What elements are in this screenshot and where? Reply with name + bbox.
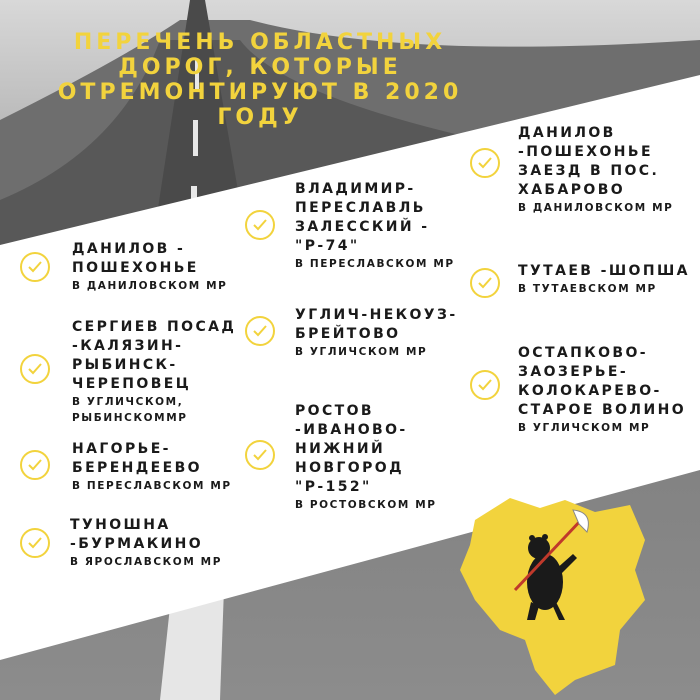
road-name: -ПОШЕХОНЬЕ [518,144,653,160]
check-circle-icon [470,370,500,400]
title-line: ДОРОГ, КОТОРЫЕ [118,55,402,80]
check-circle-icon [245,440,275,470]
road-region: В ПЕРЕСЛАВСКОМ МР [72,480,232,492]
check-circle-icon [470,148,500,178]
road-name: БЕРЕНДЕЕВО [72,460,202,476]
road-name: ЗАЕЗД В ПОС. [518,163,660,179]
road-name: -ИВАНОВО- [295,422,408,438]
check-circle-icon [245,316,275,346]
road-name: ВЛАДИМИР- [295,181,416,197]
road-name: РОСТОВ [295,403,374,419]
road-name: ЗАЛЕССКИЙ - [295,219,430,235]
check-circle-icon [20,252,50,282]
road-name: НИЖНИЙ [295,441,386,457]
road-region: В РОСТОВСКОМ МР [295,499,437,511]
road-name: "Р-152" [295,479,372,495]
road-name: -КАЛЯЗИН- [72,338,184,354]
check-circle-icon [20,528,50,558]
road-name: НАГОРЬЕ- [72,441,171,457]
check-circle-icon [20,354,50,384]
road-name: -БУРМАКИНО [70,536,204,552]
road-region: В ЯРОСЛАВСКОМ МР [70,556,222,568]
road-name: ТУНОШНА [70,517,171,533]
title-line: ГОДУ [217,105,303,130]
road-name: ТУТАЕВ -ШОПША [518,263,690,279]
road-name: ДАНИЛОВ [518,125,616,141]
road-region: РЫБИНСКОММР [72,412,188,424]
road-name: ОСТАПКОВО- [518,345,649,361]
road-region: В УГЛИЧСКОМ МР [518,422,651,434]
check-circle-icon [20,450,50,480]
yaroslavl-region-emblem [455,490,655,695]
road-name: РЫБИНСК- [72,357,178,373]
road-name: ХАБАРОВО [518,182,626,198]
road-name: "Р-74" [295,238,360,254]
page-title [20,30,500,130]
check-circle-icon [245,210,275,240]
road-region: В УГЛИЧСКОМ, [72,396,184,408]
road-name: ДАНИЛОВ - [72,241,186,257]
road-region: В ДАНИЛОВСКОМ МР [518,202,674,214]
road-name: ПОШЕХОНЬЕ [72,260,199,276]
road-name: УГЛИЧ-НЕКОУЗ- [295,307,458,323]
title-line: ОТРЕМОНТИРУЮТ В 2020 [57,80,463,105]
road-region: В УГЛИЧСКОМ МР [295,346,428,358]
road-name: СЕРГИЕВ ПОСАД [72,319,237,335]
road-name: НОВГОРОД [295,460,404,476]
road-name: ПЕРЕСЛАВЛЬ [295,200,426,216]
road-name: КОЛОКАРЕВО- [518,383,662,399]
road-name: СТАРОЕ ВОЛИНО [518,402,686,418]
road-region: В ДАНИЛОВСКОМ МР [72,280,228,292]
road-name: ЧЕРЕПОВЕЦ [72,376,192,392]
check-circle-icon [470,268,500,298]
road-region: В ТУТАЕВСКОМ МР [518,283,657,295]
road-name: ЗАОЗЕРЬЕ- [518,364,629,380]
title-line: ПЕРЕЧЕНЬ ОБЛАСТНЫХ [73,30,447,55]
road-region: В ПЕРЕСЛАВСКОМ МР [295,258,455,270]
road-name: БРЕЙТОВО [295,326,401,342]
